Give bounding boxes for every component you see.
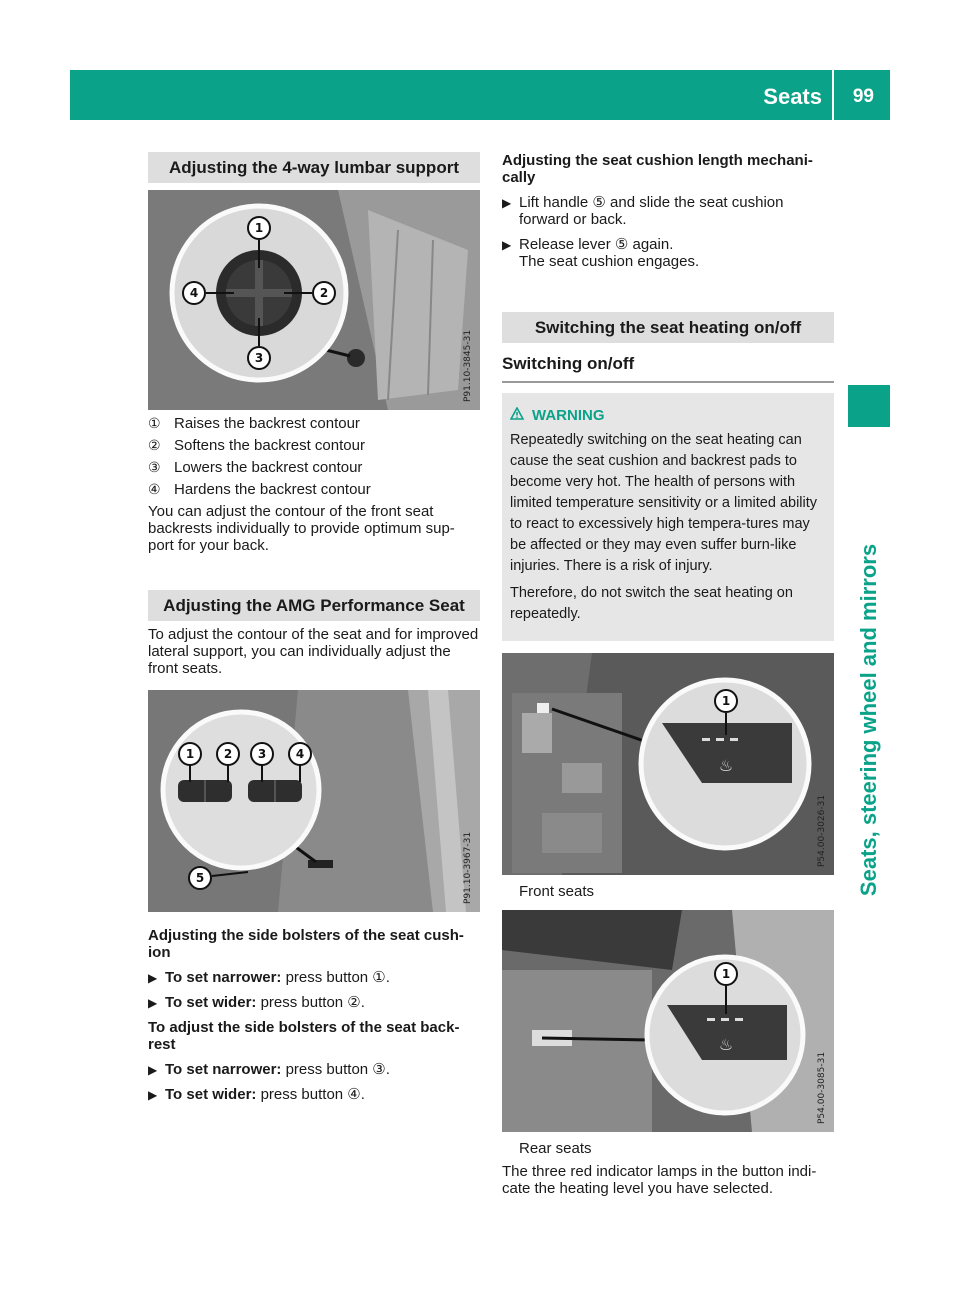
subheading-cushion-length: Adjusting the seat cushion length mechani-cally	[502, 152, 813, 186]
warning-text: Therefore, do not switch the seat heating on repeatedly.	[510, 585, 793, 622]
rear-seat-heating-figure	[502, 910, 834, 1132]
subheading-switching: Switching on/off	[502, 353, 834, 383]
instruction-step: ▶ To set narrower: press button ①.	[148, 969, 390, 986]
instruction-step: ▶ Release lever ⑤ again. The seat cushion engages.	[502, 236, 700, 270]
lumbar-paragraph: You can adjust the contour of the front seat backrests individually to provide optimum sup-port for your back.	[148, 503, 455, 554]
legend-item: ② Softens the backrest contour	[148, 437, 365, 454]
figure-code: P54.00-3026-31	[817, 794, 827, 867]
callout-2: 2	[319, 286, 329, 300]
lumbar-support-figure	[148, 190, 480, 410]
callout-1: 1	[185, 747, 195, 761]
callout-4: 4	[189, 286, 199, 300]
figure-code: P91.10-3845-31	[463, 329, 473, 402]
callout-3: 3	[257, 747, 267, 761]
amg-seat-figure	[148, 690, 480, 912]
front-seat-heating-figure	[502, 653, 834, 875]
figure-caption: Rear seats	[519, 1140, 592, 1157]
callout-4: 4	[295, 747, 305, 761]
section-heading-heating: Switching the seat heating on/off	[502, 312, 834, 343]
legend-item: ④ Hardens the backrest contour	[148, 481, 371, 498]
instruction-step: ▶ To set wider: press button ④.	[148, 1086, 365, 1103]
callout-3: 3	[254, 351, 264, 365]
svg-text:♨: ♨	[718, 756, 734, 775]
figure-code: P91.10-3967-31	[463, 831, 473, 904]
subheading-seat-cushion-bolsters: Adjusting the side bolsters of the seat cush-ion	[148, 927, 464, 961]
callout-1: 1	[254, 221, 264, 235]
warning-text: Repeatedly switching on the seat heating can cause the seat cushion and backrest pads to become very hot. The health of persons with limited temperature sensitivity or a limited ability to react to excessively high tempera-tures may be affected or they may even suffer burn-like injuries. There is a risk of injury.	[510, 432, 818, 574]
instruction-step: ▶ To set wider: press button ②.	[148, 994, 365, 1011]
instruction-step: ▶ To set narrower: press button ③.	[148, 1061, 390, 1078]
instruction-step: ▶ Lift handle ⑤ and slide the seat cushion forward or back.	[502, 194, 784, 228]
warning-triangle-icon	[510, 405, 524, 426]
left-column	[148, 152, 480, 1103]
chapter-title: Seats	[763, 84, 822, 109]
subheading-backrest-bolsters: To adjust the side bolsters of the seat back-rest	[148, 1019, 460, 1053]
callout-1: 1	[721, 694, 731, 708]
heating-paragraph: The three red indicator lamps in the button indi-cate the heating level you have selected.	[502, 1163, 817, 1197]
header-divider	[832, 70, 834, 120]
chapter-tab-marker	[848, 385, 890, 427]
figure-caption: Front seats	[519, 883, 595, 900]
amg-paragraph: To adjust the contour of the seat and for improved lateral support, you can individually adjust the front seats.	[148, 626, 479, 677]
callout-5: 5	[195, 871, 205, 885]
svg-text:♨: ♨	[718, 1035, 734, 1054]
step-result: The seat cushion engages.	[519, 253, 700, 270]
legend-item: ③ Lowers the backrest contour	[148, 459, 363, 476]
warning-box	[502, 393, 834, 641]
right-column	[502, 152, 834, 1197]
header-bar	[70, 70, 890, 120]
callout-1: 1	[721, 967, 731, 981]
figure-code: P54.00-3085-31	[817, 1051, 827, 1124]
legend-item: ① Raises the backrest contour	[148, 415, 360, 432]
page-number: 99	[852, 86, 874, 107]
section-heading-lumbar: Adjusting the 4-way lumbar support	[148, 152, 480, 183]
section-heading-amg: Adjusting the AMG Performance Seat	[148, 590, 480, 621]
warning-title: WARNING	[532, 407, 605, 424]
callout-2: 2	[223, 747, 233, 761]
